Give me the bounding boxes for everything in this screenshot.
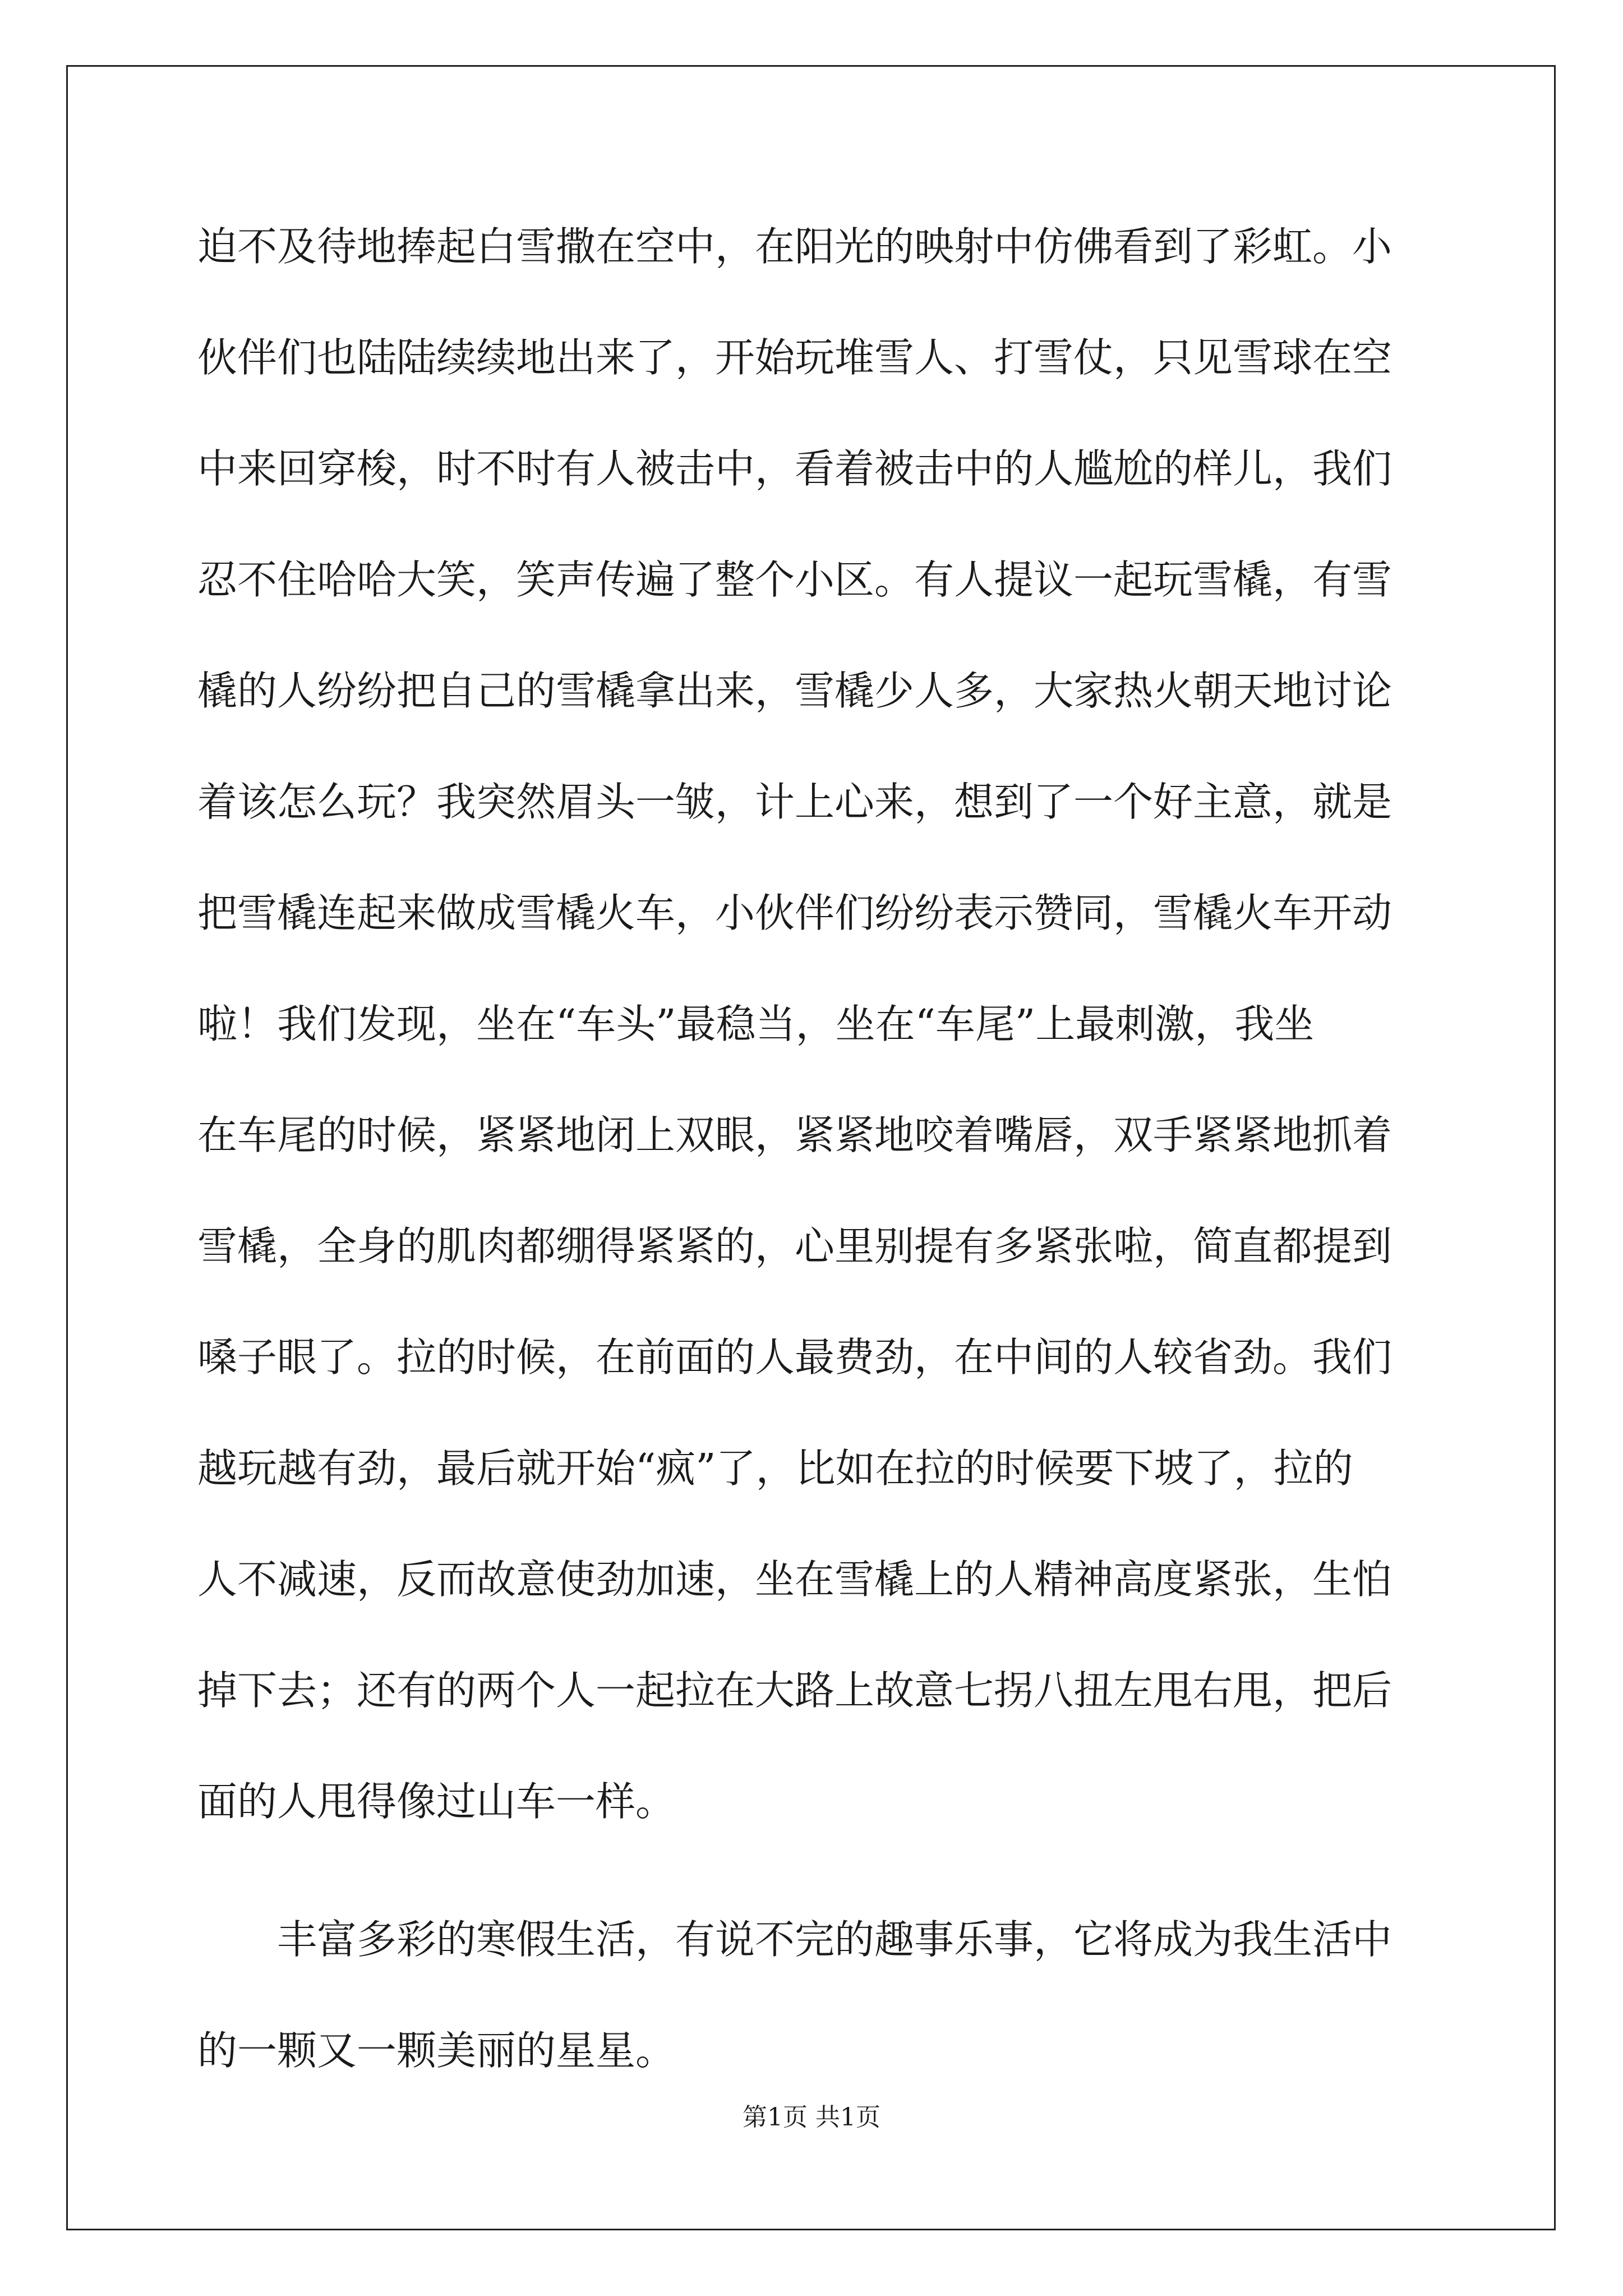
page-footer: 第1页 共1页 <box>743 2103 880 2132</box>
text-line: 人不减速，反而故意使劲加速，坐在雪橇上的人精神高度紧张，生怕 <box>197 1556 1393 1603</box>
paragraph-1 <box>197 211 1437 1878</box>
paragraph-2 <box>197 1904 1437 2127</box>
text-line: 迫不及待地捧起白雪撒在空中，在阳光的映射中仿佛看到了彩虹。小 <box>197 223 1393 270</box>
text-line: 着该怎么玩？我突然眉头一皱，计上心来，想到了一个好主意，就是 <box>197 779 1393 825</box>
paragraph-spacer <box>197 1878 1437 1904</box>
text-line: 面的人甩得像过山车一样。 <box>197 1778 676 1825</box>
document-body <box>197 211 1437 2127</box>
text-line: 雪橇，全身的肌肉都绷得紧紧的，心里别提有多紧张啦，简直都提到 <box>197 1223 1393 1269</box>
text-line: 掉下去；还有的两个人一起拉在大路上故意七拐八扭左甩右甩，把后 <box>197 1667 1393 1714</box>
text-line: 越玩越有劲，最后就开始“疯”了，比如在拉的时候要下坡了，拉的 <box>197 1445 1353 1492</box>
text-line: 伙伴们也陆陆续续地出来了，开始玩堆雪人、打雪仗，只见雪球在空 <box>197 334 1393 381</box>
text-line: 橇的人纷纷把自己的雪橇拿出来，雪橇少人多，大家热火朝天地讨论 <box>197 668 1393 714</box>
text-line: 嗓子眼了。拉的时候，在前面的人最费劲，在中间的人较省劲。我们 <box>197 1334 1393 1381</box>
text-line: 中来回穿梭，时不时有人被击中，看着被击中的人尴尬的样儿，我们 <box>197 445 1393 492</box>
text-line: 把雪橇连起来做成雪橇火车，小伙伴们纷纷表示赞同，雪橇火车开动 <box>197 890 1393 936</box>
text-line: 丰富多彩的寒假生活，有说不完的趣事乐事，它将成为我生活中 <box>277 1916 1393 1963</box>
text-line: 啦！我们发现，坐在“车头”最稳当，坐在“车尾”上最刺激，我坐 <box>197 1001 1315 1047</box>
text-line: 忍不住哈哈大笑，笑声传遍了整个小区。有人提议一起玩雪橇，有雪 <box>197 556 1393 603</box>
text-line: 在车尾的时候，紧紧地闭上双眼，紧紧地咬着嘴唇，双手紧紧地抓着 <box>197 1112 1393 1158</box>
text-line: 的一颗又一颗美丽的星星。 <box>197 2027 676 2074</box>
